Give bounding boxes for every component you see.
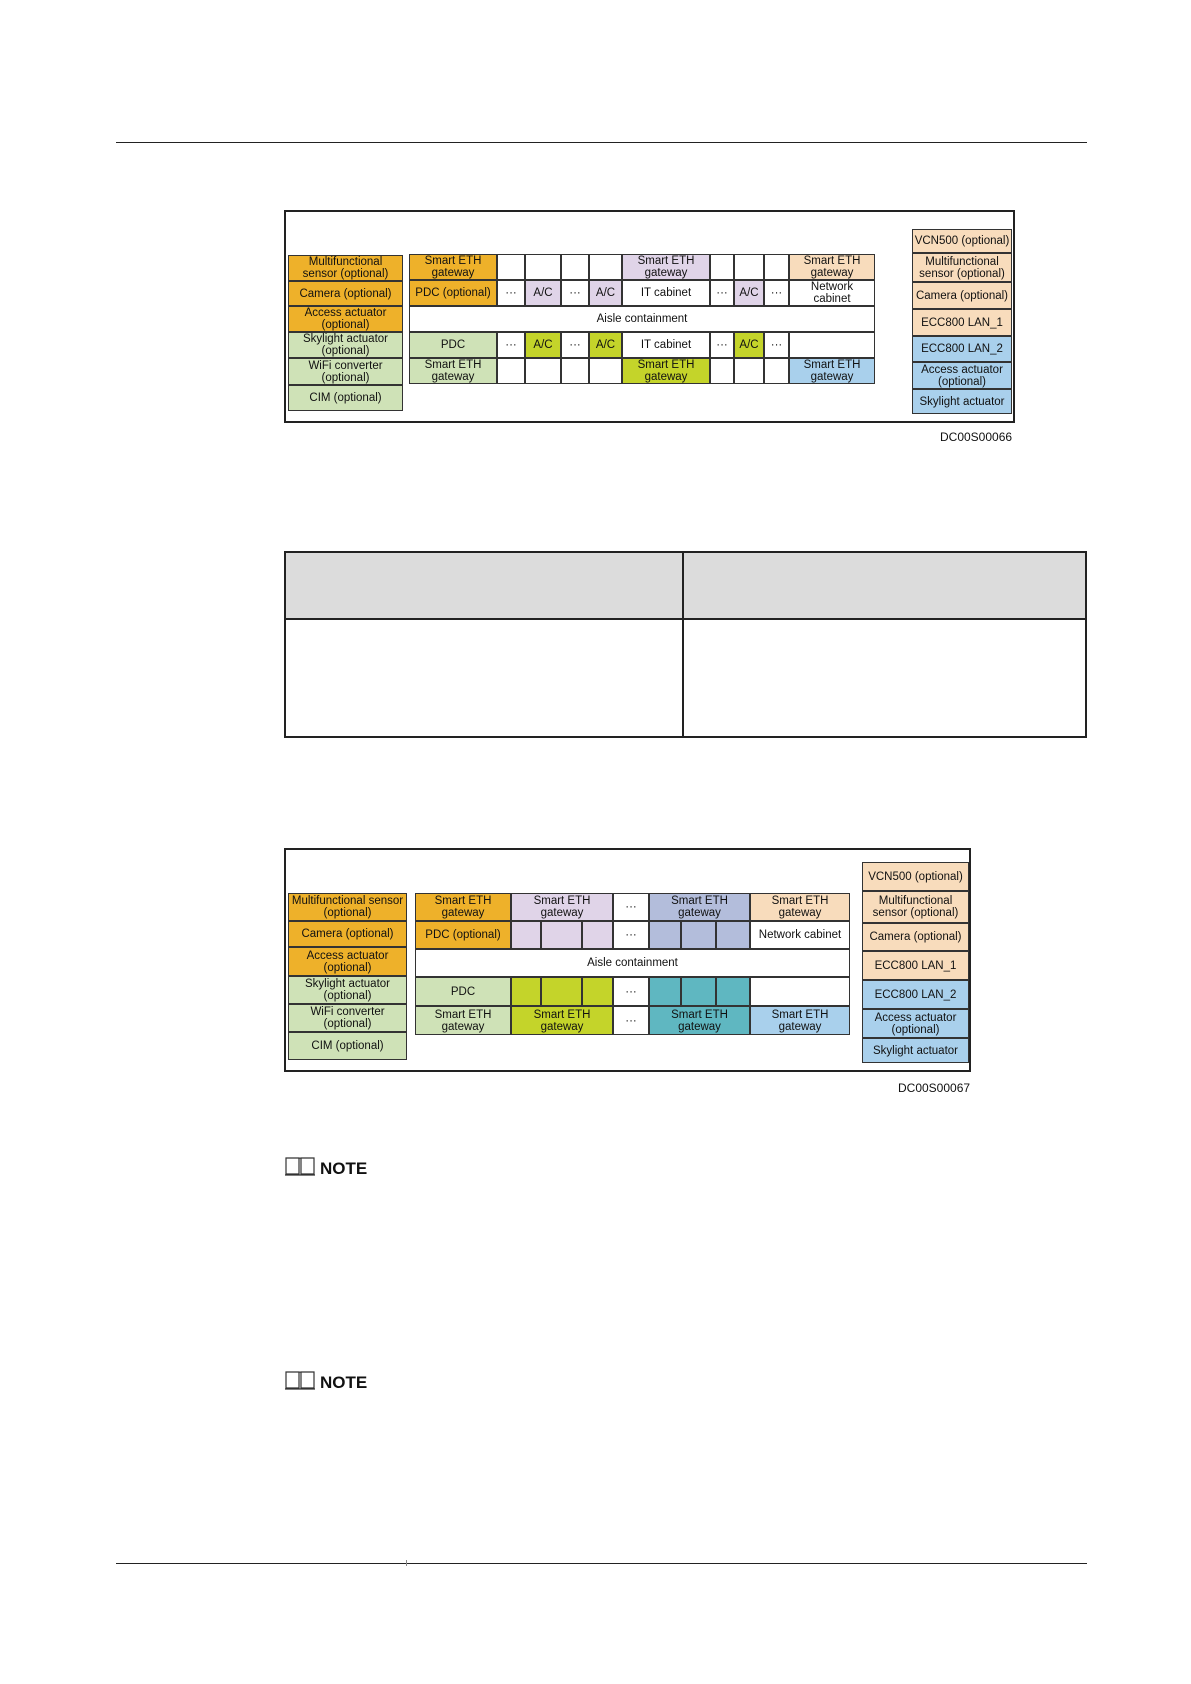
f2-right-camera: Camera (optional) bbox=[862, 923, 969, 951]
f1-bottom-cell bbox=[525, 358, 561, 384]
f2-top-dots: ··· bbox=[613, 921, 649, 949]
footer-rule-tick bbox=[406, 1560, 407, 1566]
f1-bottom-gateway-2: Smart ETH gateway bbox=[622, 358, 710, 384]
f2-aisle-containment: Aisle containment bbox=[415, 949, 850, 977]
book-icon bbox=[284, 1155, 316, 1182]
note-label: NOTE bbox=[320, 1158, 368, 1178]
f2-top-gateway-1: Smart ETH gateway bbox=[415, 893, 511, 921]
f1-bottom-it-cabinet: IT cabinet bbox=[622, 332, 710, 358]
f1-top-dots-2: ··· bbox=[561, 280, 589, 306]
figure-2-diagram bbox=[284, 848, 971, 1072]
note-1 bbox=[284, 1155, 367, 1182]
f2-bottom-cabinet bbox=[681, 977, 716, 1006]
f1-bottom-cell bbox=[589, 358, 622, 384]
header-rule bbox=[116, 142, 1087, 143]
f1-aisle-containment: Aisle containment bbox=[409, 306, 875, 332]
table-body-cell-1 bbox=[286, 620, 684, 736]
f2-right-vcn500: VCN500 (optional) bbox=[862, 862, 969, 891]
f2-top-cabinet bbox=[649, 921, 681, 949]
f2-bottom-cabinet bbox=[716, 977, 750, 1006]
footer-rule bbox=[116, 1563, 1087, 1564]
f2-right-access-actuator: Access actuator (optional) bbox=[862, 1009, 969, 1038]
f1-top-cell bbox=[525, 254, 561, 280]
f2-top-cabinet bbox=[582, 921, 613, 949]
f1-left-camera: Camera (optional) bbox=[288, 281, 403, 306]
f2-top-cabinet bbox=[541, 921, 582, 949]
f1-bottom-gateway-3: Smart ETH gateway bbox=[789, 358, 875, 384]
f1-top-network-cabinet: Network cabinet bbox=[789, 280, 875, 306]
f2-top-gateway-3: Smart ETH gateway bbox=[649, 893, 750, 921]
book-icon bbox=[284, 1369, 316, 1396]
note-label: NOTE bbox=[320, 1372, 368, 1392]
f2-bottom-pdc: PDC bbox=[415, 977, 511, 1006]
f2-bottom-gateway-dots: ··· bbox=[613, 1006, 649, 1035]
table-header-cell-1 bbox=[286, 553, 684, 620]
f1-left-multifunctional-sensor: Multifunctional sensor (optional) bbox=[288, 255, 403, 281]
f1-bottom-cell bbox=[789, 332, 875, 358]
f1-top-cell bbox=[561, 254, 589, 280]
f1-top-gateway-1: Smart ETH gateway bbox=[409, 254, 497, 280]
f2-bottom-gateway-4: Smart ETH gateway bbox=[750, 1006, 850, 1035]
f2-bottom-empty bbox=[750, 977, 850, 1006]
f1-top-dots-1: ··· bbox=[497, 280, 525, 306]
f1-bottom-cell bbox=[734, 358, 764, 384]
f1-top-cell bbox=[734, 254, 764, 280]
f1-bottom-ac-3: A/C bbox=[734, 332, 764, 358]
f1-top-gateway-3: Smart ETH gateway bbox=[789, 254, 875, 280]
f1-bottom-cell bbox=[764, 358, 789, 384]
f2-top-cabinet bbox=[681, 921, 716, 949]
f1-right-camera: Camera (optional) bbox=[912, 282, 1012, 309]
f1-top-cell bbox=[497, 254, 525, 280]
f2-bottom-cabinet bbox=[511, 977, 541, 1006]
f2-bottom-cabinet bbox=[582, 977, 613, 1006]
f1-bottom-pdc: PDC bbox=[409, 332, 497, 358]
f2-top-gateway-2: Smart ETH gateway bbox=[511, 893, 613, 921]
f1-bottom-dots-4: ··· bbox=[764, 332, 789, 358]
f2-left-cim: CIM (optional) bbox=[288, 1032, 407, 1060]
f1-bottom-cell bbox=[710, 358, 734, 384]
f1-bottom-dots-3: ··· bbox=[710, 332, 734, 358]
table-body-cell-2 bbox=[684, 620, 1085, 736]
f1-top-cell bbox=[764, 254, 789, 280]
f1-bottom-dots-1: ··· bbox=[497, 332, 525, 358]
f2-bottom-dots: ··· bbox=[613, 977, 649, 1006]
f1-top-gateway-2: Smart ETH gateway bbox=[622, 254, 710, 280]
f2-left-wifi-converter: WiFi converter (optional) bbox=[288, 1004, 407, 1032]
f1-bottom-gateway-1: Smart ETH gateway bbox=[409, 358, 497, 384]
f1-bottom-cell bbox=[497, 358, 525, 384]
table-header-cell-2 bbox=[684, 553, 1085, 620]
f1-left-cim: CIM (optional) bbox=[288, 385, 403, 411]
note-2 bbox=[284, 1369, 367, 1396]
f1-top-cell bbox=[710, 254, 734, 280]
f1-top-cell bbox=[589, 254, 622, 280]
f2-right-ecc800-lan1: ECC800 LAN_1 bbox=[862, 951, 969, 980]
f1-right-ecc800-lan2: ECC800 LAN_2 bbox=[912, 336, 1012, 362]
f1-right-ecc800-lan1: ECC800 LAN_1 bbox=[912, 309, 1012, 336]
f2-top-gateway-4: Smart ETH gateway bbox=[750, 893, 850, 921]
f1-top-ac-2: A/C bbox=[589, 280, 622, 306]
f1-top-it-cabinet: IT cabinet bbox=[622, 280, 710, 306]
f1-right-skylight-actuator: Skylight actuator bbox=[912, 389, 1012, 414]
figure-2-code: DC00S00067 bbox=[898, 1081, 971, 1095]
f1-top-ac-3: A/C bbox=[734, 280, 764, 306]
f1-top-pdc: PDC (optional) bbox=[409, 280, 497, 306]
f2-top-network-cabinet: Network cabinet bbox=[750, 921, 850, 949]
f2-left-access-actuator: Access actuator (optional) bbox=[288, 947, 407, 976]
f1-right-vcn500: VCN500 (optional) bbox=[912, 229, 1012, 253]
f2-top-pdc: PDC (optional) bbox=[415, 921, 511, 949]
f2-bottom-gateway-3: Smart ETH gateway bbox=[649, 1006, 750, 1035]
f1-left-access-actuator: Access actuator (optional) bbox=[288, 306, 403, 332]
f2-bottom-gateway-2: Smart ETH gateway bbox=[511, 1006, 613, 1035]
f1-top-ac-1: A/C bbox=[525, 280, 561, 306]
f2-right-skylight-actuator: Skylight actuator bbox=[862, 1038, 969, 1063]
f2-right-multifunctional-sensor: Multifunctional sensor (optional) bbox=[862, 891, 969, 923]
f1-bottom-ac-1: A/C bbox=[525, 332, 561, 358]
f2-left-camera: Camera (optional) bbox=[288, 921, 407, 947]
f2-bottom-cabinet bbox=[541, 977, 582, 1006]
f2-left-skylight-actuator: Skylight actuator (optional) bbox=[288, 976, 407, 1004]
f1-top-dots-4: ··· bbox=[764, 280, 789, 306]
f2-bottom-gateway-1: Smart ETH gateway bbox=[415, 1006, 511, 1035]
f1-left-wifi-converter: WiFi converter (optional) bbox=[288, 358, 403, 385]
f2-left-multifunctional-sensor: Multifunctional sensor (optional) bbox=[288, 893, 407, 921]
f2-top-cabinet bbox=[511, 921, 541, 949]
f1-bottom-ac-2: A/C bbox=[589, 332, 622, 358]
f1-right-access-actuator: Access actuator (optional) bbox=[912, 362, 1012, 389]
f1-left-skylight-actuator: Skylight actuator (optional) bbox=[288, 332, 403, 358]
info-table bbox=[284, 551, 1087, 738]
f2-bottom-cabinet bbox=[649, 977, 681, 1006]
f1-top-dots-3: ··· bbox=[710, 280, 734, 306]
figure-1-code: DC00S00066 bbox=[940, 430, 1013, 444]
f2-top-gateway-dots: ··· bbox=[613, 893, 649, 921]
f1-right-multifunctional-sensor: Multifunctional sensor (optional) bbox=[912, 253, 1012, 282]
f1-bottom-cell bbox=[561, 358, 589, 384]
figure-1-diagram bbox=[284, 210, 1015, 423]
f2-top-cabinet bbox=[716, 921, 750, 949]
f1-bottom-dots-2: ··· bbox=[561, 332, 589, 358]
f2-right-ecc800-lan2: ECC800 LAN_2 bbox=[862, 980, 969, 1009]
